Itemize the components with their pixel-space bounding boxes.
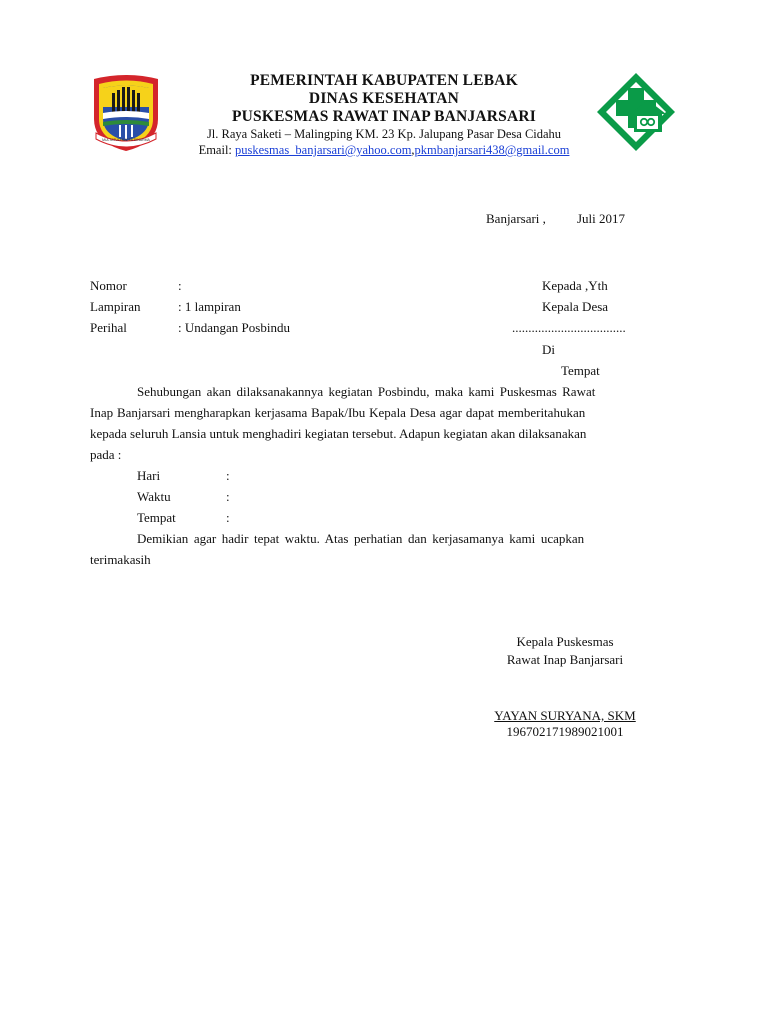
letterhead-line-1: PEMERINTAH KABUPATEN LEBAK xyxy=(250,72,518,89)
body-paragraph-1-line-4: pada : xyxy=(90,447,122,462)
recipient-line-2: Kepala Desa xyxy=(542,299,609,314)
lampiran-value: : 1 lampiran xyxy=(178,299,241,314)
letterhead-line-2: DINAS KESEHATAN xyxy=(308,90,460,107)
email-link-yahoo[interactable]: puskesmas_banjarsari@yahoo.com xyxy=(235,143,412,157)
nomor-value: : xyxy=(178,278,182,293)
lebak-logo-motto: MULTATULI SAPTA DINARMA xyxy=(102,138,150,142)
signature-title-1: Kepala Puskesmas xyxy=(516,634,614,649)
recipient-line-4: Di xyxy=(542,342,555,357)
tempat-value: : xyxy=(226,510,230,525)
hari-value: : xyxy=(226,468,230,483)
perihal-label: Perihal xyxy=(90,320,127,335)
waktu-value: : xyxy=(226,489,230,504)
body-paragraph-2-line-2: terimakasih xyxy=(90,552,151,567)
letterhead-email-line xyxy=(160,143,608,158)
perihal-value: : Undangan Posbindu xyxy=(178,320,290,335)
letter-date-month-year: Juli 2017 xyxy=(577,211,626,226)
signature-name: YAYAN SURYANA, SKM xyxy=(494,708,636,723)
letter-date-place: Banjarsari , xyxy=(486,211,546,226)
email-link-gmail[interactable]: pkmbanjarsari438@gmail.com xyxy=(414,143,570,157)
signature-nip: 196702171989021001 xyxy=(506,724,624,739)
letterhead-line-3: PUSKESMAS RAWAT INAP BANJARSARI xyxy=(231,108,537,125)
email-label: Email: xyxy=(198,143,232,157)
email-separator: , xyxy=(411,143,415,157)
waktu-label: Waktu xyxy=(137,489,171,504)
recipient-line-1: Kepada ,Yth xyxy=(542,278,608,293)
recipient-line-3: ................................... xyxy=(512,320,626,335)
signature-title-2: Rawat Inap Banjarsari xyxy=(506,652,624,667)
letterhead-address: Jl. Raya Saketi – Malingping KM. 23 Kp. Jalupang Pasar Desa Cidahu xyxy=(206,127,562,141)
body-paragraph-1-line-2: Inap Banjarsari mengharapkan kerjasama Bapak/Ibu Kepala Desa agar dapat memberitahukan xyxy=(90,405,586,420)
tempat-label: Tempat xyxy=(137,510,176,525)
hari-label: Hari xyxy=(137,468,161,483)
recipient-line-5: Tempat xyxy=(561,363,600,378)
body-paragraph-1-line-3: kepada seluruh Lansia untuk menghadiri kegiatan tersebut. Adapun kegiatan akan dilaksanakan xyxy=(90,426,587,441)
body-paragraph-2-line-1: Demikian agar hadir tepat waktu. Atas perhatian dan kerjasamanya kami ucapkan xyxy=(137,531,585,546)
body-paragraph-1-line-1: Sehubungan akan dilaksanakannya kegiatan Posbindu, maka kami Puskesmas Rawat xyxy=(137,384,596,399)
nomor-label: Nomor xyxy=(90,278,127,293)
lampiran-label: Lampiran xyxy=(90,299,141,314)
